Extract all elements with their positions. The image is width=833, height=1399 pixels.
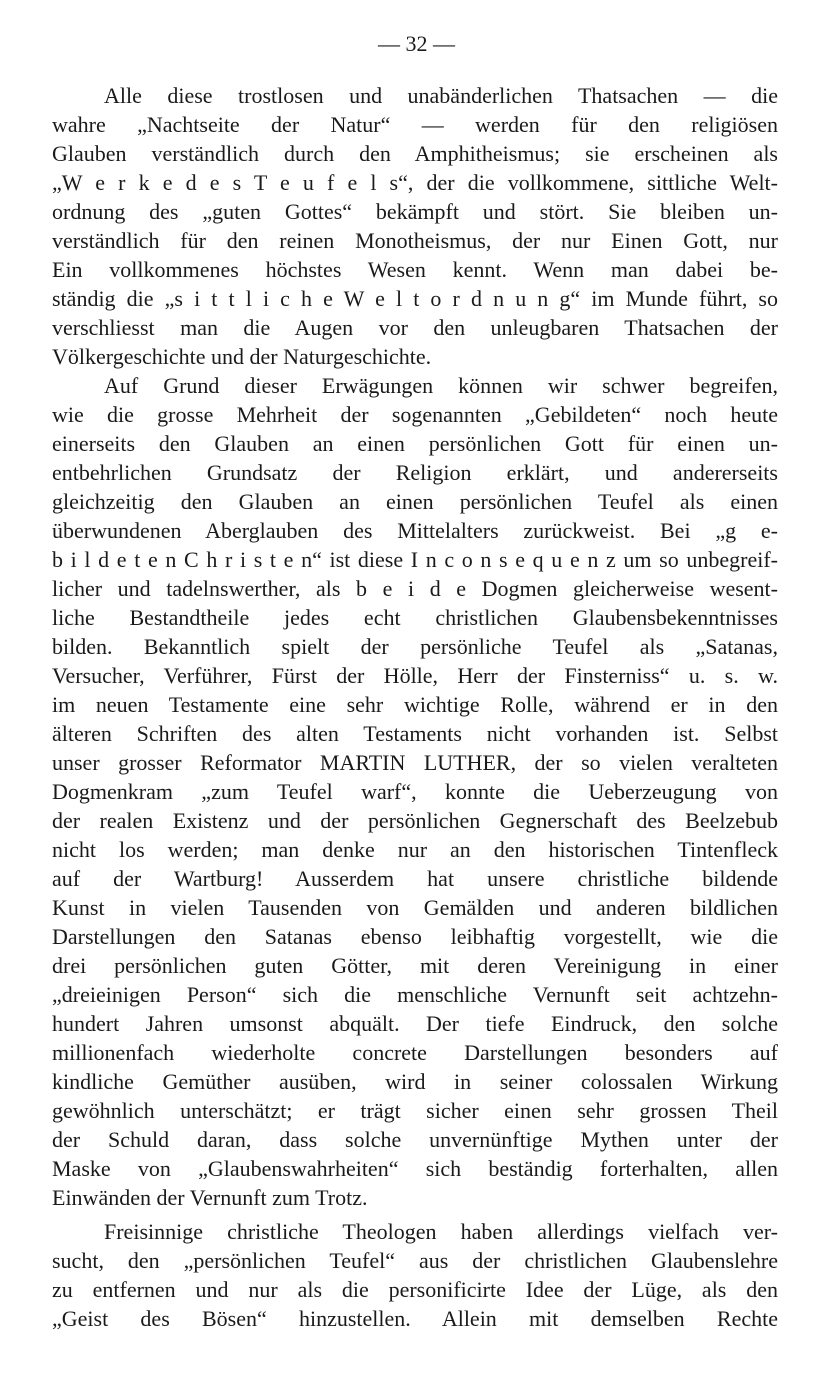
text-line: bilden. Bekanntlich spielt der persönliche Teufel als „Satanas, — [52, 634, 778, 659]
text-line: Freisinnige christliche Theologen haben allerdings vielfach ver- — [104, 1219, 778, 1244]
text-line: „W e r k e d e s T e u f e l s“, der die vollkommene, sittliche Welt- — [52, 170, 778, 195]
text-line: Versucher, Verführer, Fürst der Hölle, Herr der Finsterniss“ u. s. w. — [52, 663, 778, 688]
text-line: überwundenen Aberglauben des Mittelalters zurückweist. Bei „g e- — [52, 518, 778, 543]
text-line: ständig die „s i t t l i c h e W e l t o r d n u n g“ im Munde führt, so — [52, 286, 778, 311]
text-line: b i l d e t e n C h r i s t e n“ ist diese I n c o n s e q u e n z um so unbegreif- — [52, 547, 778, 572]
text-line: Glauben verständlich durch den Amphitheismus; sie erscheinen als — [52, 141, 778, 166]
text-line: entbehrlichen Grundsatz der Religion erklärt, und andererseits — [52, 460, 778, 485]
text-line: Darstellungen den Satanas ebenso leibhaftig vorgestellt, wie die — [52, 924, 778, 949]
text-line: Ein vollkommenes höchstes Wesen kennt. Wenn man dabei be- — [52, 257, 778, 282]
text-line: der Schuld daran, dass solche unvernünftige Mythen unter der — [52, 1127, 778, 1152]
page-number: — 32 — — [378, 31, 455, 56]
text-line: unser grosser Reformator MARTIN LUTHER, der so vielen veralteten — [52, 750, 778, 775]
text-line: Dogmenkram „zum Teufel warf“, konnte die Ueberzeugung von — [52, 779, 778, 804]
text-line: Alle diese trostlosen und unabänderlichen Thatsachen — die — [104, 83, 778, 108]
text-line: der realen Existenz und der persönlichen Gegnerschaft des Beelzebub — [52, 808, 778, 833]
text-line: älteren Schriften des alten Testaments nicht vorhanden ist. Selbst — [52, 721, 778, 746]
text-line: kindliche Gemüther ausüben, wird in seiner colossalen Wirkung — [52, 1069, 778, 1094]
text-line: Völkergeschichte und der Naturgeschichte. — [52, 344, 432, 369]
text-line: auf der Wartburg! Ausserdem hat unsere christliche bildende — [52, 866, 778, 891]
text-line: drei persönlichen guten Götter, mit deren Vereinigung in einer — [52, 953, 778, 978]
text-line: zu entfernen und nur als die personificirte Idee der Lüge, als den — [52, 1277, 778, 1302]
text-line: gewöhnlich unterschätzt; er trägt sicher einen sehr grossen Theil — [52, 1098, 778, 1123]
text-line: gleichzeitig den Glauben an einen persönlichen Teufel als einen — [52, 489, 778, 514]
text-line: wahre „Nachtseite der Natur“ — werden für den religiösen — [52, 112, 778, 137]
text-line: verschliesst man die Augen vor den unleugbaren Thatsachen der — [52, 315, 778, 340]
text-line: licher und tadelnswerther, als b e i d e Dogmen gleicherweise wesent- — [52, 576, 778, 601]
text-line: millionenfach wiederholte concrete Darstellungen besonders auf — [52, 1040, 778, 1065]
text-line: sucht, den „persönlichen Teufel“ aus der christlichen Glaubenslehre — [52, 1248, 778, 1273]
text-line: nicht los werden; man denke nur an den historischen Tintenfleck — [52, 837, 778, 862]
text-line: verständlich für den reinen Monotheismus, der nur Einen Gott, nur — [52, 228, 778, 253]
text-line: einerseits den Glauben an einen persönlichen Gott für einen un- — [52, 431, 778, 456]
text-line: „dreieinigen Person“ sich die menschliche Vernunft seit achtzehn- — [52, 982, 778, 1007]
text-line: ordnung des „guten Gottes“ bekämpft und stört. Sie bleiben un- — [52, 199, 778, 224]
text-line: liche Bestandtheile jedes echt christlichen Glaubensbekenntnisses — [52, 605, 778, 630]
text-line: wie die grosse Mehrheit der sogenannten „Gebildeten“ noch heute — [52, 402, 778, 427]
text-line: im neuen Testamente eine sehr wichtige Rolle, während er in den — [52, 692, 778, 717]
text-line: Einwänden der Vernunft zum Trotz. — [52, 1185, 368, 1210]
text-line: „Geist des Bösen“ hinzustellen. Allein mit demselben Rechte — [52, 1306, 778, 1331]
text-line: Maske von „Glaubenswahrheiten“ sich beständig forterhalten, allen — [52, 1156, 778, 1181]
text-line: Auf Grund dieser Erwägungen können wir schwer begreifen, — [104, 373, 778, 398]
text-line: Kunst in vielen Tausenden von Gemälden und anderen bildlichen — [52, 895, 778, 920]
text-line: hundert Jahren umsonst abquält. Der tiefe Eindruck, den solche — [52, 1011, 778, 1036]
